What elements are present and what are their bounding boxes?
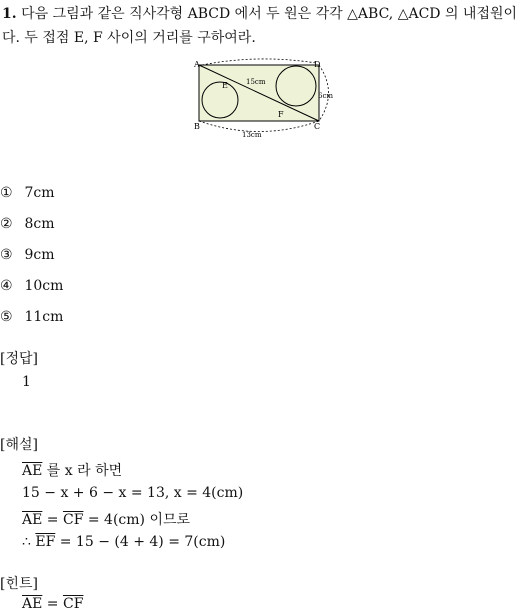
option-5[interactable] bbox=[0, 309, 63, 325]
option-1-text: 7cm bbox=[24, 185, 55, 201]
question-text bbox=[2, 2, 530, 50]
segment-ae: $\overline{AE}$ bbox=[22, 463, 43, 479]
answer-heading: [정답] bbox=[0, 351, 38, 367]
label-side-length: 6cm bbox=[318, 92, 334, 100]
question-number: 1. bbox=[2, 6, 17, 22]
hint-heading: [힌트] bbox=[0, 576, 38, 592]
diag-dim-arc bbox=[202, 59, 316, 65]
option-5-number: ⑤ bbox=[0, 309, 13, 325]
segment-cf: $\overline{CF}$ bbox=[62, 596, 84, 612]
option-2-number: ② bbox=[0, 216, 13, 232]
option-4-text: 10cm bbox=[24, 278, 64, 294]
option-3-number: ③ bbox=[0, 247, 13, 263]
label-bottom-length: 13cm bbox=[242, 131, 262, 139]
option-3[interactable] bbox=[0, 247, 54, 263]
therefore-symbol: ∴ bbox=[22, 534, 36, 550]
answer-value: 1 bbox=[22, 374, 31, 390]
option-4-number: ④ bbox=[0, 278, 13, 294]
option-1[interactable] bbox=[0, 185, 54, 201]
solution-line-4-rest: = 15 − (4 + 4) = 7(cm) bbox=[55, 534, 226, 550]
segment-ef: $\overline{EF}$ bbox=[35, 534, 56, 550]
label-e: E bbox=[222, 81, 228, 90]
hint-line bbox=[22, 596, 83, 612]
solution-heading: [해설] bbox=[0, 437, 38, 453]
option-2[interactable] bbox=[0, 216, 54, 232]
solution-line-4 bbox=[22, 534, 225, 550]
option-1-number: ① bbox=[0, 185, 13, 201]
option-2-text: 8cm bbox=[24, 216, 55, 232]
equals: = bbox=[42, 512, 63, 528]
label-b: B bbox=[194, 122, 200, 131]
option-5-text: 11cm bbox=[24, 309, 64, 325]
bottom-dim-arc bbox=[199, 121, 319, 132]
question-body: 다음 그림과 같은 직사각형 ABCD 에서 두 원은 각각 △ABC, △ACD 의 내접원이다. 두 접점 E, F 사이의 거리를 구하여라. bbox=[2, 6, 518, 46]
label-c: C bbox=[314, 122, 321, 131]
solution-line-3-rest: = 4(cm) 이므로 bbox=[83, 512, 191, 528]
label-f: F bbox=[278, 110, 284, 119]
solution-line-1-rest: 를 x 라 하면 bbox=[42, 463, 123, 479]
solution-line-3 bbox=[22, 509, 190, 529]
label-diagonal-length: 15cm bbox=[246, 78, 266, 86]
option-4[interactable] bbox=[0, 278, 63, 294]
solution-line-1 bbox=[22, 460, 122, 480]
solution-line-2: 15 − x + 6 − x = 13, x = 4(cm) bbox=[22, 485, 244, 501]
equals: = bbox=[42, 596, 63, 612]
segment-ae: $\overline{AE}$ bbox=[22, 596, 43, 612]
rectangle-figure bbox=[190, 56, 350, 140]
label-a: A bbox=[194, 60, 200, 69]
segment-ae: $\overline{AE}$ bbox=[22, 512, 43, 528]
segment-cf: $\overline{CF}$ bbox=[62, 512, 84, 528]
option-3-text: 9cm bbox=[24, 247, 55, 263]
label-d: D bbox=[314, 60, 321, 69]
